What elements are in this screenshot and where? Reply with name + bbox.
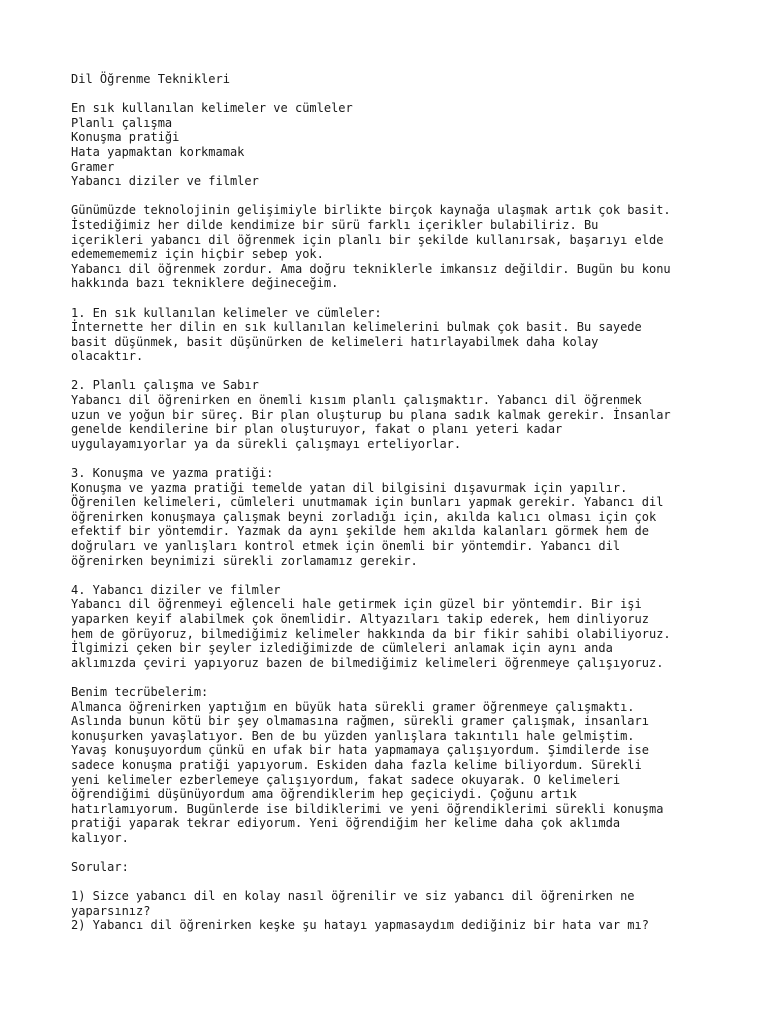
toc-item: Yabancı diziler ve filmler: [71, 174, 259, 189]
section-heading: 1. En sık kullanılan kelimeler ve cümleler:: [71, 305, 382, 320]
section-line: konuşurken yavaşlatıyor. Ben de bu yüzden yanlışlara takıntılı hale gelmiştim.: [71, 728, 635, 743]
question-line: 1) Sizce yabancı dil en kolay nasıl öğrenilir ve siz yabancı dil öğrenirken ne: [71, 889, 635, 904]
section-line: Konuşma ve yazma pratiği temelde yatan dil bilgisini dışavurmak için yapılır.: [71, 480, 628, 495]
section-line: hatırlamıyorum. Bugünlerde ise bildiklerimi ve yeni öğrendiklerimi sürekli konuşma: [71, 801, 664, 816]
toc-item: Konuşma pratiği: [71, 130, 180, 145]
intro-line: hakkında bazı tekniklere değineceğim.: [71, 276, 339, 291]
section-line: doğruları ve yanlışları kontrol etmek için önemli bir yöntemdir. Yabancı dil: [71, 539, 621, 553]
section-line: Öğrenilen kelimeleri, cümleleri unutmamak için bunları yapmak gerekir. Yabancı dil: [71, 495, 664, 510]
intro-line: Günümüzde teknolojinin gelişimiyle birlikte birçok kaynağa ulaşmak artık çok basit.: [71, 203, 671, 218]
section-line: hem de görüyoruz, bilmediğimiz kelimeler hakkında da bir fikir sahibi olabiliyoruz.: [71, 626, 671, 641]
section-line: Yabancı dil öğrenirken en önemli kısım planlı çalışmaktır. Yabancı dil öğrenmek: [71, 393, 642, 408]
section-line: basit düşünmek, basit düşünürken de kelimeleri hatırlayabilmek daha kolay: [71, 334, 599, 349]
section-line: öğrenirken beynimizi sürekli zorlamamız gerekir.: [71, 553, 418, 568]
intro-line: İstediğimiz her dilde kendimize bir sürü farklı içerikler bulabiliriz. Bu: [71, 217, 599, 232]
section-line: öğrenirken konuşmaya çalışmak beyni zorladığı için, akılda kalıcı olması için çok: [71, 509, 657, 524]
document-body: [71, 72, 711, 933]
toc-item: Planlı çalışma: [71, 115, 173, 130]
section-line: uzun ve yoğun bir süreç. Bir plan oluşturup bu plana sadık kalmak gerekir. İnsanlar: [71, 407, 671, 422]
section-line: aklımızda çeviri yapıyoruz bazen de bilmediğimiz kelimeleri öğrenmeye çalışıyoruz.: [71, 655, 664, 670]
section-line: Yabancı dil öğrenmeyi eğlenceli hale getirmek için güzel bir yöntemdir. Bir işi: [71, 597, 642, 612]
section-line: yaparken keyif alabilmek çok önemlidir. Altyazıları takip ederek, hem dinliyoruz: [71, 611, 649, 626]
intro-line: içerikleri yabancı dil öğrenmek için planlı bir şekilde kullanırsak, başarıyı elde: [71, 232, 664, 247]
toc-item: Gramer: [71, 159, 115, 174]
toc-item: Hata yapmaktan korkmamak: [71, 144, 245, 159]
section-line: İlgimizi çeken bir şeyler izlediğimizde de cümleleri anlamak için aynı anda: [71, 641, 613, 656]
section-line: sadece konuşma pratiği yapıyorum. Eskiden daha fazla kelime biliyordum. Sürekli: [71, 757, 642, 772]
section-heading: 2. Planlı çalışma ve Sabır: [71, 378, 259, 393]
section-line: yeni kelimeler ezberlemeye çalışıyordum, fakat sadece okuyarak. O kelimeleri: [71, 772, 621, 787]
question-line: 2) Yabancı dil öğrenirken keşke şu hatayı yapmasaydım dediğiniz bir hata var mı?: [71, 918, 649, 933]
toc-item: En sık kullanılan kelimeler ve cümleler: [71, 101, 353, 116]
question-line: yaparsınız?: [71, 903, 151, 918]
section-line: pratiği yaparak tekrar ediyorum. Yeni öğrendiğim her kelime daha çok aklımda: [71, 816, 621, 831]
intro-line: edememememiz için hiçbir sebep yok.: [71, 247, 324, 262]
section-line: Yavaş konuşuyordum çünkü en ufak bir hata yapmamaya çalışıyordum. Şimdilerde ise: [71, 743, 649, 758]
section-line: Almanca öğrenirken yaptığım en büyük hata sürekli gramer öğrenmeye çalışmaktı.: [71, 699, 635, 714]
section-heading: Benim tecrübelerim:: [71, 684, 209, 699]
section-line: Aslında bunun kötü bir şey olmamasına rağmen, sürekli gramer çalışmak, insanları: [71, 714, 649, 729]
section-line: İnternette her dilin en sık kullanılan kelimelerini bulmak çok basit. Bu sayede: [71, 320, 642, 335]
section-line: öğrendiğimi düşünüyordum ama öğrendiklerim hep geçiciydi. Çoğunu artık: [71, 787, 577, 802]
document-title: Dil Öğrenme Teknikleri: [71, 72, 230, 86]
intro-line: Yabancı dil öğrenmek zordur. Ama doğru tekniklerle imkansız değildir. Bugün bu konu: [71, 261, 671, 276]
section-line: genelde kendilerine bir plan oluşturuyor, fakat o planı yeteri kadar: [71, 422, 563, 437]
section-heading: Sorular:: [71, 860, 129, 875]
section-line: olacaktır.: [71, 349, 144, 364]
section-line: efektif bir yöntemdir. Yazmak da aynı şekilde hem akılda kalanları görmek hem de: [71, 524, 649, 539]
section-heading: 3. Konuşma ve yazma pratiği:: [71, 466, 274, 481]
section-heading: 4. Yabancı diziler ve filmler: [71, 582, 281, 597]
section-line: uygulayamıyorlar ya da sürekli çalışmayı erteliyorlar.: [71, 436, 462, 451]
section-line: kalıyor.: [71, 830, 129, 845]
